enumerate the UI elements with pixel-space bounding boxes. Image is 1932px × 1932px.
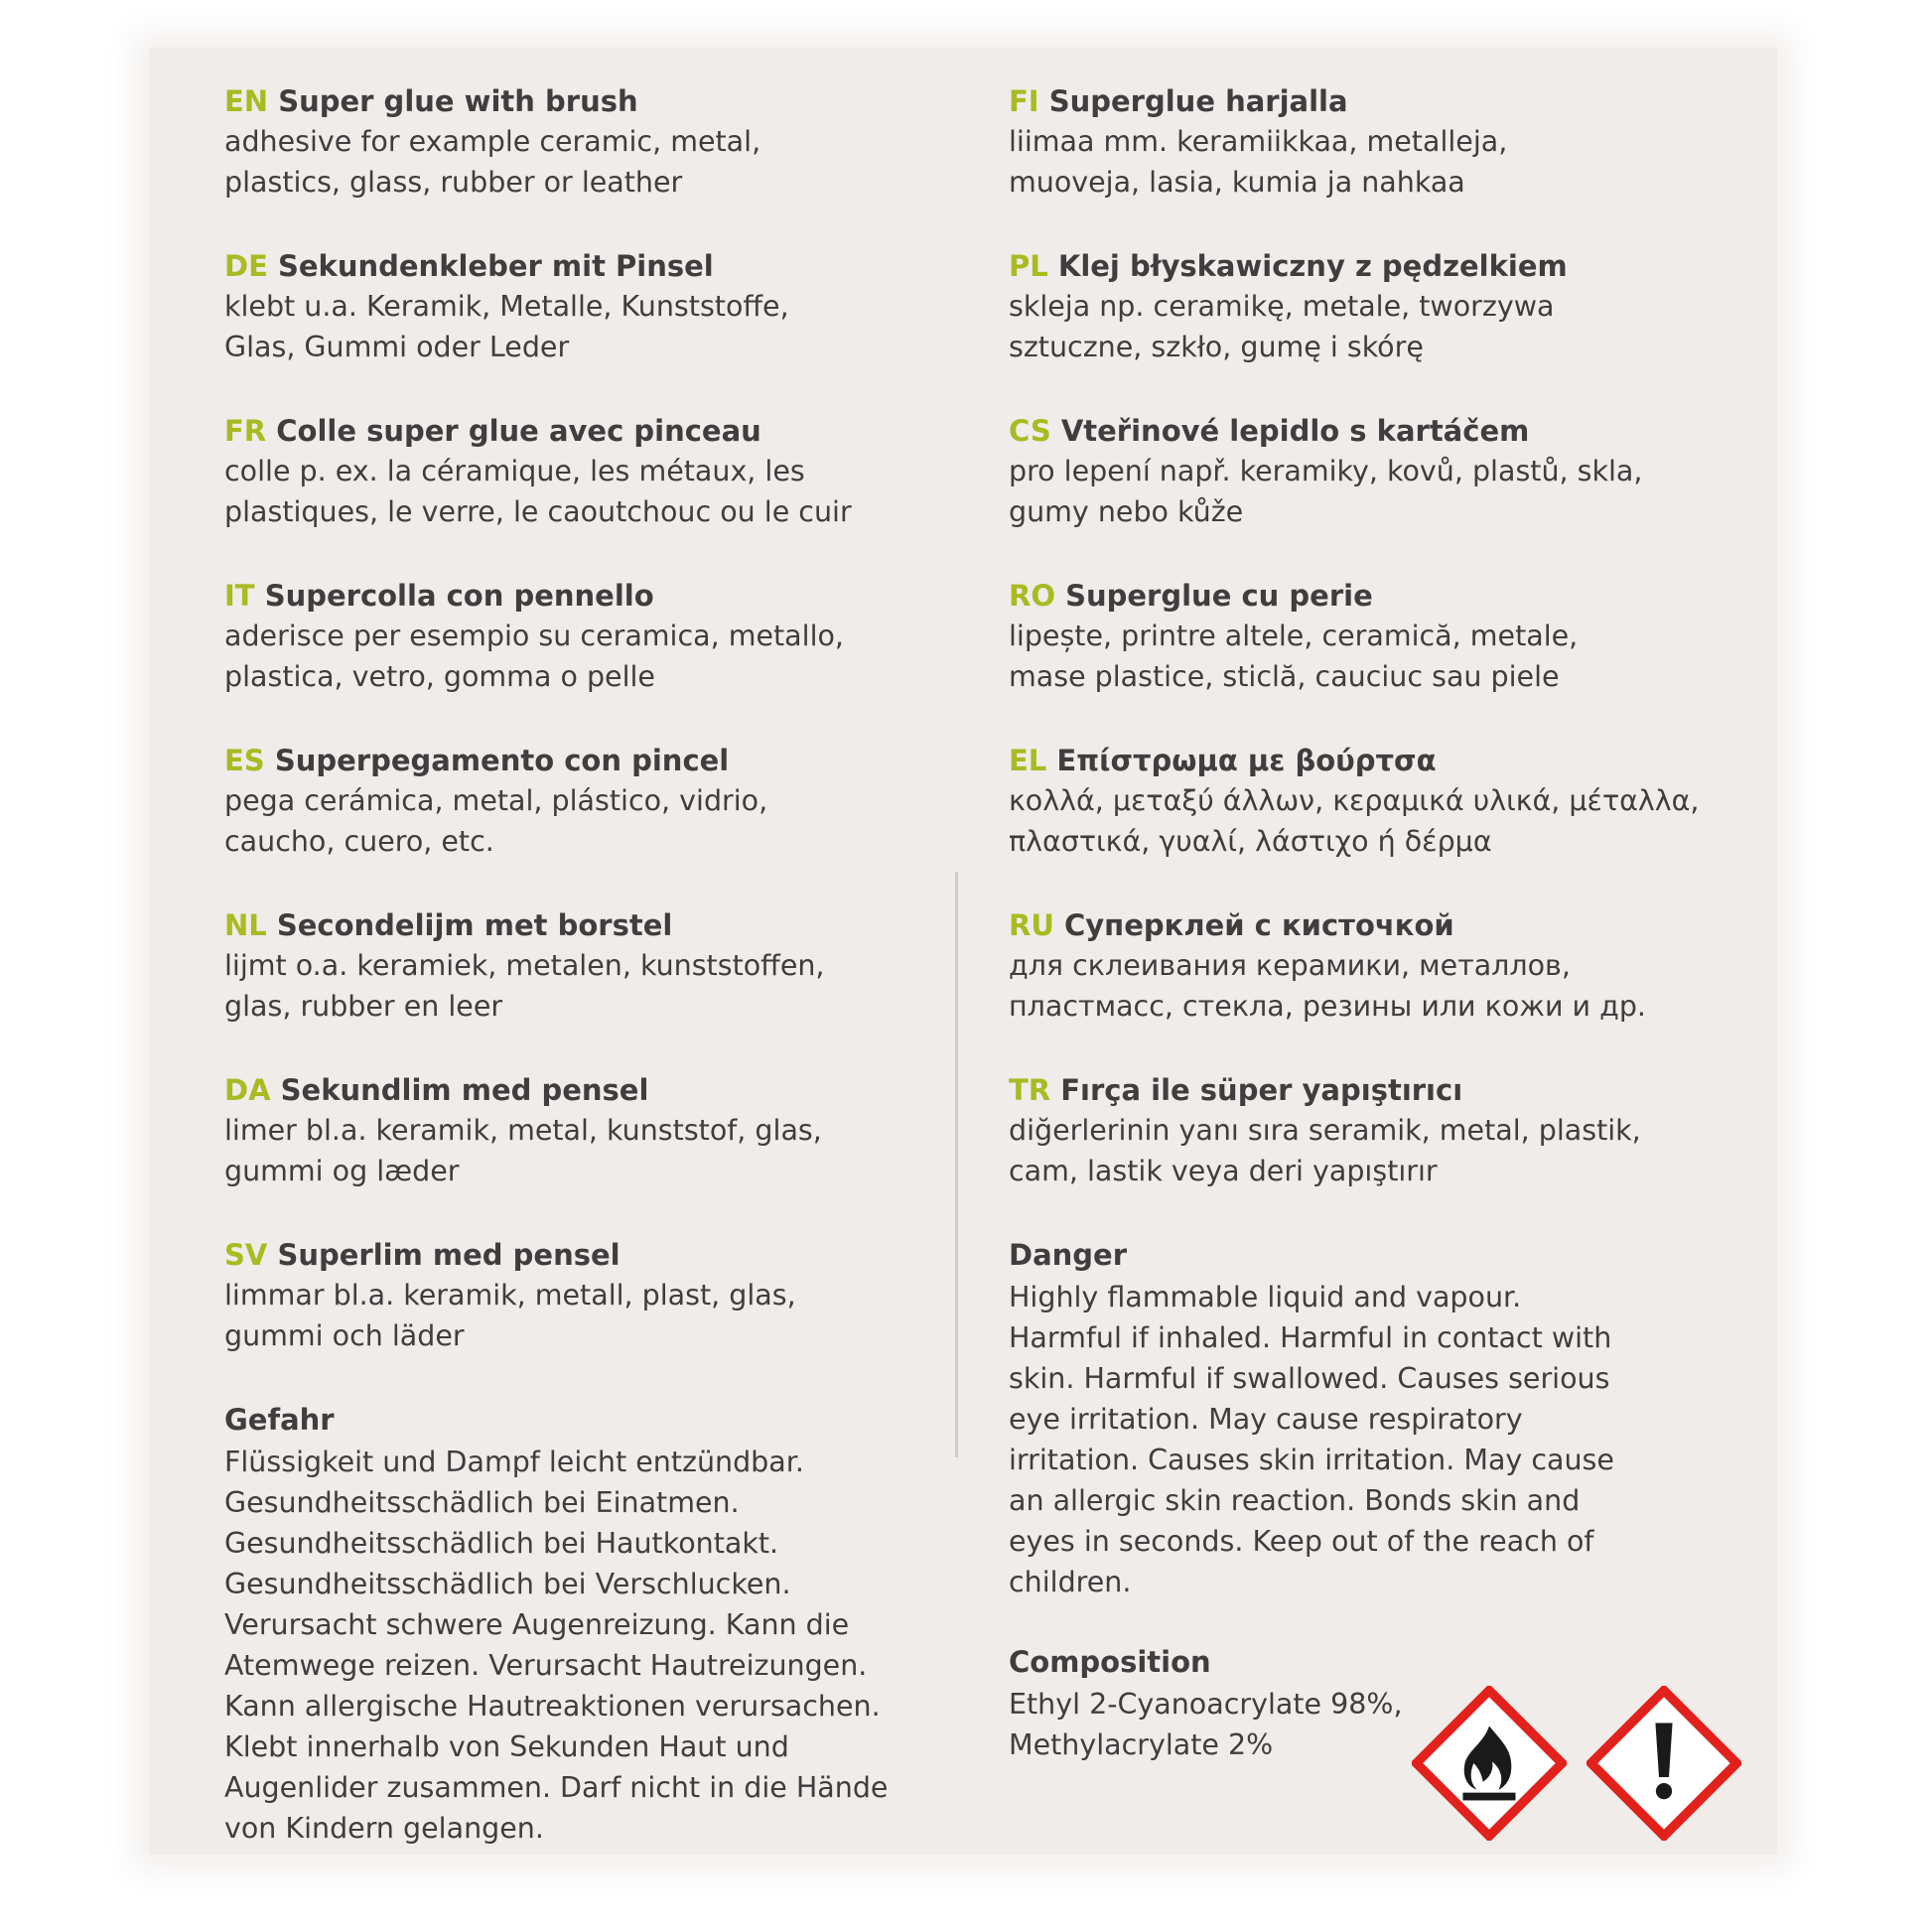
composition-title: Composition [1009,1645,1211,1679]
exclamation-hazard-icon [1587,1686,1741,1841]
entry-description [224,1110,959,1191]
description-line: colle p. ex. la céramique, les métaux, les [224,455,805,487]
language-code: NL [224,908,267,942]
entry-description [224,451,959,532]
gefahr-block [224,1400,959,1849]
description-line: lipește, printre altele, ceramică, metale, [1009,620,1579,652]
language-code: ES [224,744,265,777]
product-name: Επίστρωμα με βούρτσα [1056,744,1437,777]
danger-block [1009,1235,1733,1602]
text-line: skin. Harmful if swallowed. Causes serious [1009,1362,1610,1395]
description-line: πλαστικά, γυαλί, λάστιχο ή δέρμα [1009,825,1492,858]
language-entry-de [224,246,959,367]
product-name: Supercolla con pennello [264,579,654,613]
language-entry-ro [1009,576,1733,697]
description-line: Glas, Gummi oder Leder [224,331,570,363]
product-name: Colle super glue avec pinceau [276,414,761,448]
product-name: Superglue cu perie [1065,579,1373,613]
language-entry-es [224,741,959,862]
language-entries-left [224,81,959,1356]
entry-description [1009,121,1733,203]
language-code: EL [1009,744,1047,777]
language-entry-nl [224,905,959,1027]
product-name: Sekundlim med pensel [280,1073,649,1107]
description-line: limmar bl.a. keramik, metall, plast, glas, [224,1279,796,1311]
entry-description [224,1275,959,1356]
right-column [1009,81,1733,1765]
language-entry-en [224,81,959,203]
entry-title [1009,905,1733,945]
product-name: Sekundenkleber mit Pinsel [278,249,714,283]
language-code: FI [1009,84,1039,118]
language-code: EN [224,84,269,118]
text-line: an allergic skin reaction. Bonds skin and [1009,1484,1581,1517]
entry-description [1009,286,1733,367]
product-name: Superpegamento con pincel [274,744,730,777]
text-line: Atemwege reizen. Verursacht Hautreizungen. [224,1649,868,1682]
text-line: Methylacrylate 2% [1009,1728,1274,1761]
description-line: liimaa mm. keramiikkaa, metalleja, [1009,125,1508,158]
product-name: Secondelijm met borstel [276,908,673,942]
danger-title: Danger [1009,1238,1128,1272]
description-line: κολλά, μεταξύ άλλων, κεραμικά υλικά, μέταλλα, [1009,784,1700,817]
entry-description [1009,616,1733,697]
description-line: mase plastice, sticlă, cauciuc sau piele [1009,660,1560,693]
flame-hazard-icon [1412,1686,1567,1841]
language-entry-pl [1009,246,1733,367]
product-label [149,48,1777,1855]
entry-description [224,945,959,1027]
description-line: lijmt o.a. keramiek, metalen, kunststoffen, [224,949,825,982]
entry-title [224,246,959,286]
left-column [224,81,959,1849]
entry-title [1009,741,1733,780]
language-code: SV [224,1238,268,1272]
entry-description [224,780,959,862]
hazard-pictograms [1412,1686,1759,1855]
language-code: DE [224,249,268,283]
product-name: Klej błyskawiczny z pędzelkiem [1057,249,1568,283]
language-code: RO [1009,579,1055,613]
language-entry-fi [1009,81,1733,203]
entry-description [1009,780,1733,862]
entry-title [1009,411,1733,451]
product-name: Super glue with brush [278,84,638,118]
description-line: aderisce per esempio su ceramica, metallo, [224,620,844,652]
product-name: Fırça ile süper yapıştırıcı [1060,1073,1463,1107]
text-line: Verursacht schwere Augenreizung. Kann die [224,1608,850,1641]
language-entry-da [224,1070,959,1191]
text-line: irritation. Causes skin irritation. May cause [1009,1444,1614,1476]
entry-title [224,741,959,780]
text-line: eyes in seconds. Keep out of the reach of [1009,1525,1594,1558]
entry-description [224,616,959,697]
text-line: Gesundheitsschädlich bei Einatmen. [224,1486,740,1519]
description-line: пластмасс, стекла, резины или кожи и др. [1009,990,1646,1023]
text-line: Flüssigkeit und Dampf leicht entzündbar. [224,1446,804,1478]
language-code: DA [224,1073,271,1107]
description-line: gummi og læder [224,1155,460,1187]
entry-title [224,411,959,451]
entry-title [1009,1070,1733,1110]
description-line: gummi och läder [224,1319,465,1352]
description-line: caucho, cuero, etc. [224,825,494,858]
description-line: limer bl.a. keramik, metal, kunststof, glas, [224,1114,822,1147]
text-line: Harmful if inhaled. Harmful in contact with [1009,1321,1612,1354]
text-line: Highly flammable liquid and vapour. [1009,1281,1522,1313]
language-code: CS [1009,414,1051,448]
text-line: Klebt innerhalb von Sekunden Haut und [224,1730,789,1763]
language-entry-tr [1009,1070,1733,1191]
language-entry-ru [1009,905,1733,1027]
text-line: children. [1009,1566,1132,1598]
product-name: Superlim med pensel [277,1238,621,1272]
description-line: klebt u.a. Keramik, Metalle, Kunststoffe, [224,290,789,323]
description-line: pega cerámica, metal, plástico, vidrio, [224,784,768,817]
entry-title [1009,246,1733,286]
entry-title [1009,576,1733,616]
danger-text [1009,1277,1733,1602]
description-line: gumy nebo kůže [1009,495,1244,528]
description-line: muoveja, lasia, kumia ja nahkaa [1009,166,1465,199]
description-line: для склеивания керамики, металлов, [1009,949,1571,982]
description-line: plastiques, le verre, le caoutchouc ou le cuir [224,495,852,528]
language-entry-fr [224,411,959,532]
entry-title [224,81,959,121]
product-name: Суперклей с кисточкой [1064,908,1454,942]
description-line: glas, rubber en leer [224,990,503,1023]
gefahr-title: Gefahr [224,1403,335,1437]
text-line: Kann allergische Hautreaktionen verursachen. [224,1690,881,1723]
language-entries-right [1009,81,1733,1191]
text-line: von Kindern gelangen. [224,1812,544,1845]
entry-title [224,1235,959,1275]
description-line: plastica, vetro, gomma o pelle [224,660,655,693]
text-line: Gesundheitsschädlich bei Verschlucken. [224,1568,791,1600]
language-entry-cs [1009,411,1733,532]
entry-title [224,576,959,616]
text-line: Gesundheitsschädlich bei Hautkontakt. [224,1527,779,1560]
language-code: FR [224,414,267,448]
entry-description [224,286,959,367]
description-line: cam, lastik veya deri yapıştırır [1009,1155,1438,1187]
entry-description [1009,945,1733,1027]
column-divider [955,872,958,1457]
entry-description [224,121,959,203]
entry-title [224,905,959,945]
language-code: RU [1009,908,1054,942]
description-line: pro lepení např. keramiky, kovů, plastů, skla, [1009,455,1643,487]
language-entry-sv [224,1235,959,1356]
description-line: skleja np. ceramikę, metale, tworzywa [1009,290,1555,323]
description-line: adhesive for example ceramic, metal, [224,125,761,158]
text-line: Augenlider zusammen. Darf nicht in die Hände [224,1771,889,1804]
language-entry-el [1009,741,1733,862]
language-code: IT [224,579,255,613]
text-line: Ethyl 2-Cyanoacrylate 98%, [1009,1688,1403,1721]
text-line: eye irritation. May cause respiratory [1009,1403,1523,1436]
entry-title [224,1070,959,1110]
product-name: Superglue harjalla [1048,84,1348,118]
gefahr-text [224,1442,959,1849]
entry-description [1009,451,1733,532]
description-line: sztuczne, szkło, gumę i skórę [1009,331,1424,363]
entry-description [1009,1110,1733,1191]
language-code: TR [1009,1073,1051,1107]
product-name: Vteřinové lepidlo s kartáčem [1060,414,1530,448]
description-line: plastics, glass, rubber or leather [224,166,683,199]
language-entry-it [224,576,959,697]
entry-title [1009,81,1733,121]
language-code: PL [1009,249,1048,283]
description-line: diğerlerinin yanı sıra seramik, metal, plastik, [1009,1114,1641,1147]
